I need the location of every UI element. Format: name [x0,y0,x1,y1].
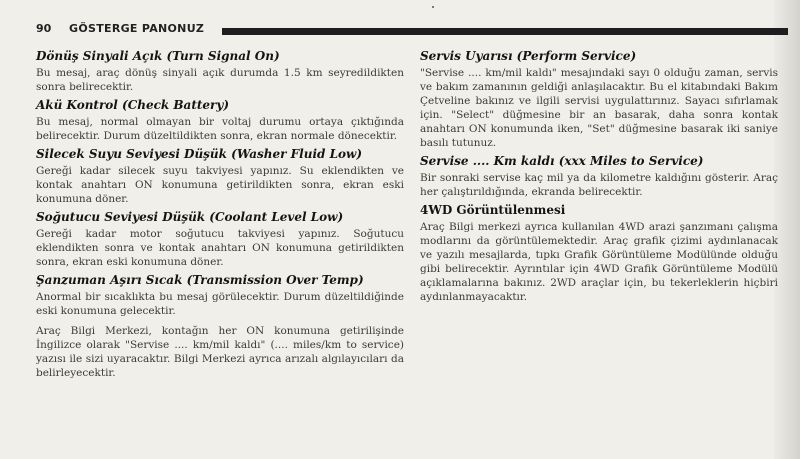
heading-turn-signal: Dönüş Sinyali Açık (Turn Signal On) [36,49,280,63]
text-washer-fluid: Gereği kadar silecek suyu takviyesi yapınız. Su eklendikten ve kontak anahtarı ON konumuna getirildikten sonra, ekran eski konumuna döner. [36,165,404,205]
page-number: 90 [36,22,52,35]
text-miles-to-service: Bir sonraki servise kaç mil ya da kilometre kaldığını gösterir. Araç her çalıştırıldığında, ekranda belirecektir. [420,172,778,198]
heading-coolant-level: Soğutucu Seviyesi Düşük (Coolant Level Low) [36,210,344,224]
heading-transmission-temp: Şanzuman Aşırı Sıcak (Transmission Over Temp) [36,273,364,287]
left-column [36,49,404,384]
speck [432,6,434,8]
heading-miles-to-service: Servise .... Km kaldı (xxx Miles to Service) [420,154,704,168]
right-column [420,49,778,308]
text-coolant-level: Gereği kadar motor soğutucu takviyesi yapınız. Soğutucu eklendikten sonra ve kontak anahtarı ON konumuna getirildikten sonra, ekran eski konumuna döner. [36,228,404,268]
text-turn-signal: Bu mesaj, araç dönüş sinyali açık durumda 1.5 km seyredildikten sonra belirecektir. [36,67,404,93]
page-header [36,20,788,38]
text-4wd-display: Araç Bilgi merkezi ayrıca kullanılan 4WD arazi şanzımanı çalışma modlarını da görüntülemektedir. Araç grafik çizimi aydınlanacak ve yazılı mesajlarda, tıpkı Grafik Görüntüleme Modülünde olduğu gibi belirecektir. Ayrıntılar için 4WD Grafik Görüntüleme Modülü açıklamalarına bakınız. 2WD araçlar için, bu tekerleklerin hiçbiri aydınlanmayacaktır. [420,221,778,303]
text-transmission-temp: Anormal bir sıcaklıkta bu mesaj görülecektir. Durum düzeltildiğinde eski konumuna gelecektir. [36,291,404,317]
header-rule [222,28,788,35]
heading-perform-service: Servis Uyarısı (Perform Service) [420,49,637,63]
heading-washer-fluid: Silecek Suyu Seviyesi Düşük (Washer Fluid Low) [36,147,363,161]
heading-check-battery: Akü Kontrol (Check Battery) [36,98,230,112]
text-perform-service: "Servise .... km/mil kaldı" mesajındaki sayı 0 olduğu zaman, servis ve bakım zamanının geldiği anlaşılacaktır. Bu el kitabındaki Bakım Çetveline bakınız ve ilgili servisi uygulattırınız. Sayacı sıfırlamak için. "Select" düğmesine bir an basarak, daha sonra kontak anahtarı ON konumunda iken, "Set" düğmesine basarak iki saniye basılı tutunuz. [420,67,778,149]
text-info-center: Araç Bilgi Merkezi, kontağın her ON konumuna getirilişinde İngilizce olarak "Servise .... km/mil kaldı" (.... miles/km to service) yazısı ile sizi uyaracaktır. Bilgi Merkezi ayrıca arızalı algılayıcıları da belirleyecektir. [36,325,404,379]
heading-4wd-display: 4WD Görüntülenmesi [420,203,566,217]
section-title: GÖSTERGE PANONUZ [69,22,205,35]
text-check-battery: Bu mesaj, normal olmayan bir voltaj durumu ortaya çıktığında belirecektir. Durum düzeltildikten sonra, ekran normale dönecektir. [36,116,404,142]
